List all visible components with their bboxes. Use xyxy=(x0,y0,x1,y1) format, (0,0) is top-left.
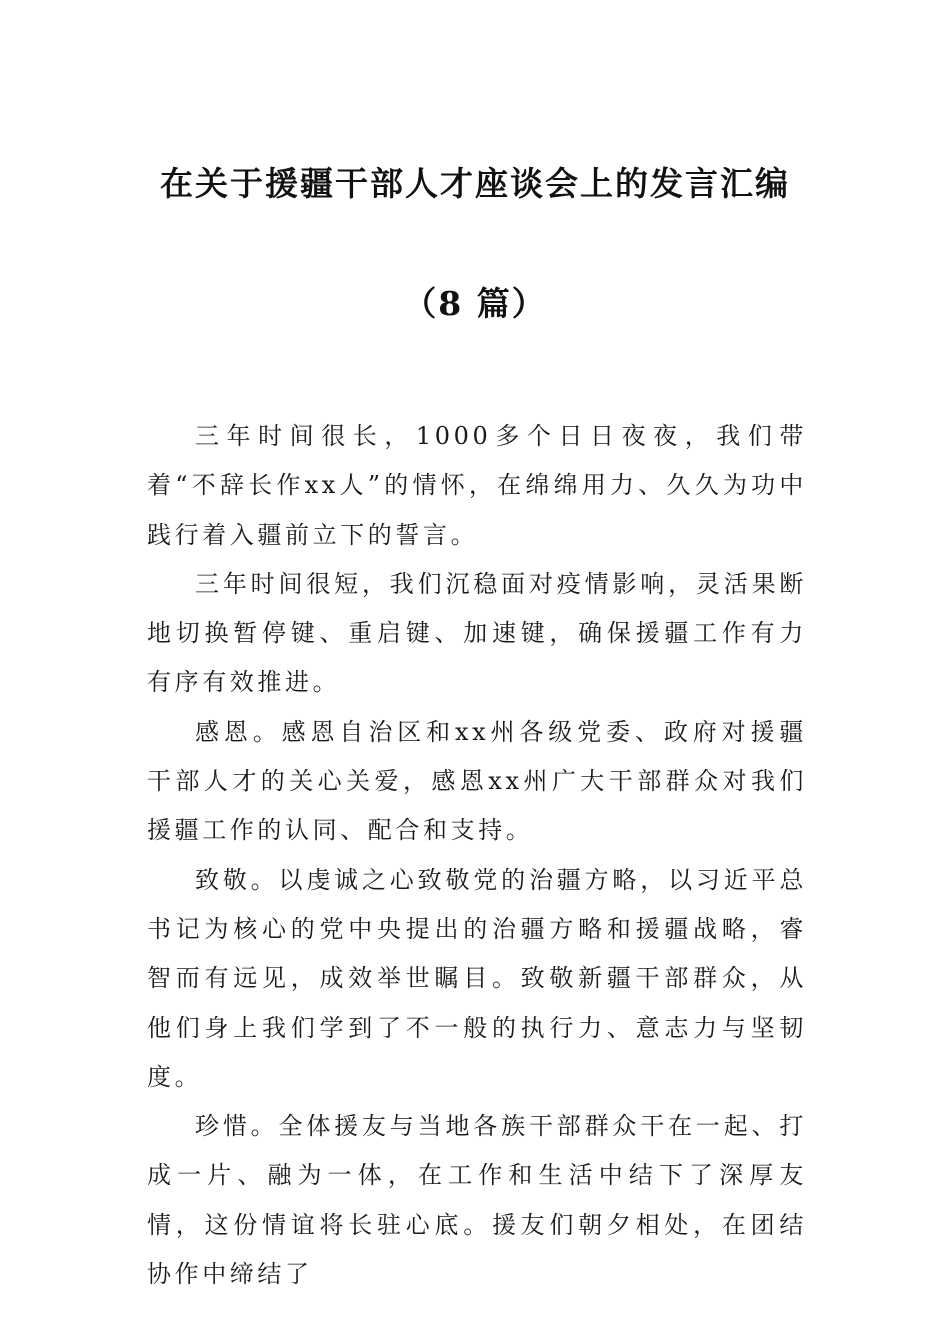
paragraph: 珍惜。全体援友与当地各族干部群众干在一起、打成一片、融为一体，在工作和生活中结下了深厚友情，这份情谊将长驻心底。援友们朝夕相处，在团结协作中缔结了 xyxy=(147,1112,807,1289)
document-title: 在关于援疆干部人才座谈会上的发言汇编 xyxy=(160,164,790,203)
document-subtitle: （8 篇） xyxy=(403,284,547,323)
paragraph: 三年时间很短，我们沉稳面对疫情影响，灵活果断地切换暂停键、重启键、加速键，确保援疆工作有力有序有效推进。 xyxy=(147,569,807,697)
document-body xyxy=(147,412,807,1299)
paragraph: 三年时间很长，1000多个日日夜夜，我们带着“不辞长作xx人”的情怀，在绵绵用力、久久为功中践行着入疆前立下的誓言。 xyxy=(147,422,807,549)
paragraph: 致敬。以虔诚之心致敬党的治疆方略，以习近平总书记为核心的党中央提出的治疆方略和援疆战略，睿智而有远见，成效举世瞩目。致敬新疆干部群众，从他们身上我们学到了不一般的执行力、意志力与坚韧度。 xyxy=(147,865,807,1091)
paragraph: 感恩。感恩自治区和xx州各级党委、政府对援疆干部人才的关心关爱，感恩xx州广大干部群众对我们援疆工作的认同、配合和支持。 xyxy=(147,717,807,845)
